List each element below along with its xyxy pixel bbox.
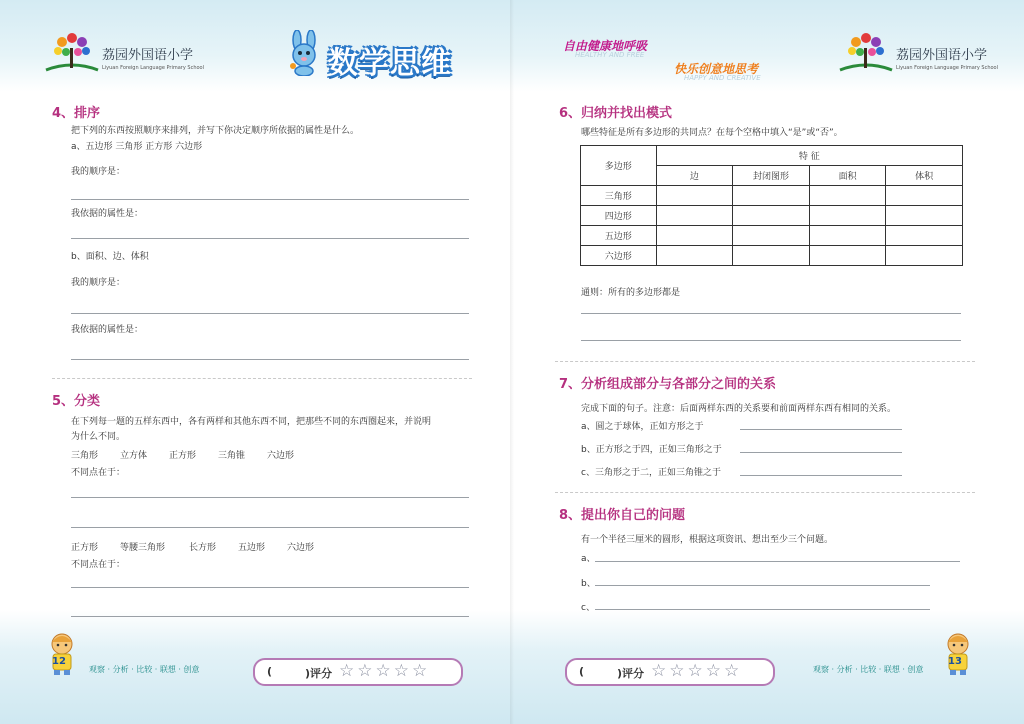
table-corner: 多边形 <box>581 146 657 186</box>
school-name: 荔园外国语小学 <box>102 48 194 63</box>
school-name: 荔园外国语小学 <box>896 48 988 63</box>
school-logo-tree-icon <box>44 30 100 74</box>
section-6-intro: 哪些特征是所有多边形的共同点？在每个空格中填入“是”或“否”。 <box>581 128 843 138</box>
relation-item-a: a、圆之于球体，正如方形之于 <box>581 422 704 432</box>
answer-line[interactable] <box>740 429 902 430</box>
group1-item: 三角锥 <box>218 451 246 461</box>
table-row-header: 四边形 <box>581 206 657 226</box>
table-cell[interactable] <box>656 186 733 206</box>
section-4-title: 4、排序 <box>52 106 101 121</box>
section-6-title: 6、归纳并找出模式 <box>559 106 673 121</box>
answer-line[interactable] <box>595 609 930 610</box>
page-gutter <box>510 0 514 724</box>
answer-line[interactable] <box>71 313 469 314</box>
table-col-header: 面积 <box>809 166 886 186</box>
section-4-b-items: b、面积、边、体积 <box>71 252 149 262</box>
table-col-header: 边 <box>656 166 733 186</box>
answer-line[interactable] <box>595 561 960 562</box>
section-7-title: 7、分析组成部分与各部分之间的关系 <box>559 377 777 392</box>
score-open-paren: ( <box>579 665 585 678</box>
section-7-intro: 完成下面的句子。注意：后面两样东西的关系要和前面两样东西有相同的关系。 <box>581 404 897 414</box>
table-cell[interactable] <box>886 186 963 206</box>
footer-tagline-right: 观察 · 分析 · 比较 · 联想 · 创意 <box>813 665 924 674</box>
table-cell[interactable] <box>733 246 810 266</box>
table-cell[interactable] <box>809 226 886 246</box>
answer-line[interactable] <box>71 616 469 617</box>
section-divider <box>52 378 472 379</box>
group2-item: 六边形 <box>287 543 315 553</box>
table-cell[interactable] <box>886 246 963 266</box>
rating-stars[interactable]: ☆☆☆☆☆ <box>339 661 431 681</box>
slogan-healthy: 自由健康地呼吸 <box>563 39 648 53</box>
slogan-happy: 快乐创意地思考 <box>674 62 759 76</box>
section-5-intro-line1: 在下列每一题的五样东西中，各有两样和其他东西不同，把那些不同的东西圈起来，并说明 <box>71 417 432 427</box>
section-8-intro: 有一个半径三厘米的圆形，根据这项资讯、想出至少三个问题。 <box>581 535 834 545</box>
rating-stars[interactable]: ☆☆☆☆☆ <box>651 661 743 681</box>
slogan-happy-english: HAPPY AND CREATIVE <box>684 74 761 82</box>
table-col-header: 封闭图形 <box>733 166 810 186</box>
score-open-paren: ( <box>267 665 273 678</box>
section-5-intro-line2: 为什么不同。 <box>71 432 126 442</box>
group2-item: 等腰三角形 <box>120 543 166 553</box>
basis-label-a: 我依据的属性是： <box>71 209 144 219</box>
school-logo-tree-icon <box>838 30 894 74</box>
order-label-b: 我的顺序是： <box>71 278 126 288</box>
page-number-left: 12 <box>52 656 66 667</box>
group1-item: 正方形 <box>169 451 197 461</box>
table-cell[interactable] <box>733 186 810 206</box>
basis-label-b: 我依据的属性是： <box>71 325 144 335</box>
table-cell[interactable] <box>809 246 886 266</box>
group1-item: 立方体 <box>120 451 148 461</box>
section-5-title: 5、分类 <box>52 394 101 409</box>
table-cell[interactable] <box>809 206 886 226</box>
relation-item-c: c、三角形之于二，正如三角锥之于 <box>581 468 721 478</box>
polygon-feature-table <box>580 145 963 266</box>
cartoon-kid-icon <box>44 632 80 676</box>
answer-line[interactable] <box>581 340 961 341</box>
order-label-a: 我的顺序是： <box>71 167 126 177</box>
question-b-label: b、 <box>581 579 596 589</box>
score-label: )评分 <box>305 667 333 680</box>
question-a-label: a、 <box>581 554 596 564</box>
page-number-right: 13 <box>948 656 962 667</box>
table-row-header: 六边形 <box>581 246 657 266</box>
section-divider <box>555 361 975 362</box>
answer-line[interactable] <box>71 527 469 528</box>
score-box-right <box>565 658 775 686</box>
group1-item: 三角形 <box>71 451 99 461</box>
table-cell[interactable] <box>809 186 886 206</box>
score-label: )评分 <box>617 667 645 680</box>
slogan-healthy-english: HEALTHY AND FREE <box>575 51 645 59</box>
answer-line[interactable] <box>71 359 469 360</box>
school-name-english: Liyuan Foreign Language Primary School <box>102 65 204 71</box>
relation-item-b: b、正方形之于四，正如三角形之于 <box>581 445 722 455</box>
question-c-label: c、 <box>581 603 595 613</box>
table-row <box>581 186 963 206</box>
group2-item: 五边形 <box>238 543 266 553</box>
cartoon-kid-icon <box>940 632 976 676</box>
group2-item: 正方形 <box>71 543 99 553</box>
table-cell[interactable] <box>656 246 733 266</box>
table-cell[interactable] <box>733 226 810 246</box>
answer-line[interactable] <box>71 497 469 498</box>
feature-header: 特 征 <box>656 146 962 166</box>
answer-line[interactable] <box>740 452 902 453</box>
section-divider <box>555 492 975 493</box>
group1-item: 六边形 <box>267 451 295 461</box>
table-row-header: 五边形 <box>581 226 657 246</box>
group2-item: 长方形 <box>189 543 217 553</box>
table-cell[interactable] <box>656 206 733 226</box>
section-8-title: 8、提出你自己的问题 <box>559 508 686 523</box>
score-box-left <box>253 658 463 686</box>
table-cell[interactable] <box>886 226 963 246</box>
table-row <box>581 206 963 226</box>
diff-label-1: 不同点在于： <box>71 468 126 478</box>
table-cell[interactable] <box>656 226 733 246</box>
answer-line[interactable] <box>595 585 930 586</box>
answer-line[interactable] <box>581 313 961 314</box>
table-cell[interactable] <box>886 206 963 226</box>
answer-line[interactable] <box>71 587 469 588</box>
answer-line[interactable] <box>71 238 469 239</box>
section-4-a-items: a、五边形 三角形 正方形 六边形 <box>71 142 203 152</box>
table-row <box>581 246 963 266</box>
rule-label: 通则：所有的多边形都是 <box>581 288 681 298</box>
table-row-header: 三角形 <box>581 186 657 206</box>
workbook-title: 数学思维 <box>328 46 452 81</box>
answer-line[interactable] <box>71 199 469 200</box>
answer-line[interactable] <box>740 475 902 476</box>
section-4-intro: 把下列的东西按照顺序来排列，并写下你决定顺序所依据的属性是什么。 <box>71 126 360 136</box>
diff-label-2: 不同点在于： <box>71 560 126 570</box>
footer-tagline-left: 观察 · 分析 · 比较 · 联想 · 创意 <box>89 665 200 674</box>
table-row <box>581 226 963 246</box>
rabbit-mascot-icon <box>284 30 324 76</box>
table-col-header: 体积 <box>886 166 963 186</box>
school-name-english: Liyuan Foreign Language Primary School <box>896 65 998 71</box>
table-cell[interactable] <box>733 206 810 226</box>
